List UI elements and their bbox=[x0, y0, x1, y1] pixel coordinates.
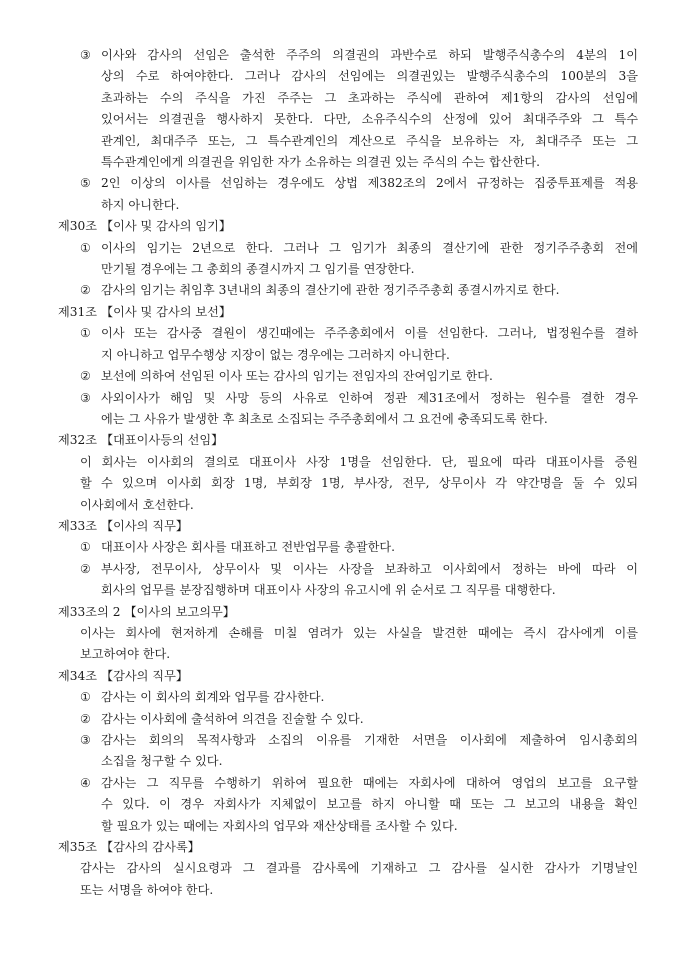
text-line: 사외이사가 해임 및 사망 등의 사유로 인하여 정관 제31조에서 정하는 원수를 결한 경우 bbox=[101, 390, 638, 405]
article-heading: 제33조의 2 【이사의 보고의무】 bbox=[58, 604, 235, 619]
text-line: 감사는 그 직무를 수행하기 위하여 필요한 때에는 자회사에 대하여 영업의 보고를 요구할 bbox=[101, 775, 638, 790]
clause-item bbox=[58, 730, 638, 773]
text-line: 감사는 감사의 실시요령과 그 결과를 감사록에 기재하고 그 감사를 실시한 감사가 기명날인 bbox=[80, 861, 638, 876]
clause-number: ② bbox=[80, 283, 91, 298]
text-line: 대표이사 사장은 회사를 대표하고 전반업무를 총괄한다. bbox=[101, 540, 396, 555]
clause-item bbox=[58, 173, 638, 216]
text-line: 수 있다. 이 경우 자회사가 지체없이 보고를 하지 아니할 때 또는 그 보고의 내용을 확인 bbox=[101, 797, 638, 812]
article-heading: 제32조 【대표이사등의 선임】 bbox=[58, 433, 224, 448]
article-paragraph bbox=[58, 858, 638, 901]
text-line: 이사는 회사에 현저하게 손해를 미칠 염려가 있는 사실을 발견한 때에는 즉시 감사에게 이를 bbox=[80, 625, 638, 640]
text-line: 지 아니하고 업무수행상 지장이 없는 경우에는 그러하지 아니한다. bbox=[101, 347, 450, 362]
clause-number: ③ bbox=[80, 390, 91, 405]
articles-body bbox=[58, 45, 638, 901]
clause-number: ③ bbox=[80, 733, 91, 747]
clause-item bbox=[58, 559, 638, 602]
clause-number: ① bbox=[80, 240, 91, 255]
text-line: 이 회사는 이사회의 결의로 대표이사 사장 1명을 선임한다. 단, 필요에 따라 대표이사를 증원 bbox=[80, 454, 638, 469]
text-line: 소집을 청구할 수 있다. bbox=[101, 754, 223, 769]
clause-item bbox=[58, 366, 638, 387]
text-line: 하지 아니한다. bbox=[101, 197, 180, 212]
text-line: 특수관계인에게 의결권을 위임한 자가 소유하는 의결권 있는 주식의 수는 합산한다. bbox=[101, 155, 541, 170]
text-line: 있어서는 의결권을 행사하지 못한다. 다만, 소유주식수의 산정에 있어 최대주주와 그 특수 bbox=[101, 112, 638, 127]
clause-item bbox=[58, 238, 638, 281]
clause-number: ① bbox=[80, 690, 91, 705]
text-line: 이사와 감사의 선임은 출석한 주주의 의결권의 과반수로 하되 발행주식총수의 4분의 1이 bbox=[101, 48, 638, 62]
article-paragraph bbox=[58, 623, 638, 666]
clause-item bbox=[58, 687, 638, 708]
text-line: 보고하여야 한다. bbox=[80, 647, 171, 662]
article-heading: 제34조 【감사의 직무】 bbox=[58, 668, 189, 683]
article-paragraph bbox=[58, 452, 638, 516]
text-line: 이사 또는 감사중 결원이 생긴때에는 주주총회에서 이를 선임한다. 그러나, 법정원수를 결하 bbox=[101, 326, 638, 341]
article-heading: 제31조 【이사 및 감사의 보선】 bbox=[58, 304, 232, 319]
text-line: 부사장, 전무이사, 상무이사 및 이사는 사장을 보좌하고 이사회에서 정하는 바에 따라 이 bbox=[101, 561, 638, 576]
text-line: 감사는 이 회사의 회계와 업무를 감사한다. bbox=[101, 690, 325, 705]
text-line: 만기될 경우에는 그 총회의 종결시까지 그 임기를 연장한다. bbox=[101, 262, 415, 277]
clause-item bbox=[58, 773, 638, 837]
text-line: 보선에 의하여 선임된 이사 또는 감사의 임기는 전임자의 잔여임기로 한다. bbox=[101, 369, 493, 384]
clause-number: ② bbox=[80, 711, 91, 726]
text-line: 감사는 회의의 목적사항과 소집의 이유를 기재한 서면을 이사회에 제출하여 임시총회의 bbox=[101, 733, 638, 747]
article-heading: 제33조 【이사의 직무】 bbox=[58, 518, 189, 533]
text-line: 할 수 있으며 이사회 회장 1명, 부회장 1명, 부사장, 전무, 상무이사 각 약간명을 둘 수 있되 bbox=[80, 476, 638, 491]
text-line: 회사의 업무를 분장집행하며 대표이사 사장의 유고시에 위 순서로 그 직무를 대행한다. bbox=[101, 583, 556, 598]
text-line: 또는 서명을 하여야 한다. bbox=[80, 882, 214, 897]
text-line: 관계인, 최대주주 또는, 그 특수관계인의 계산으로 주식을 보유하는 자, 최대주주 또는 그 bbox=[101, 133, 638, 148]
clause-item bbox=[58, 323, 638, 366]
clause-item bbox=[58, 709, 638, 730]
clause-item bbox=[58, 45, 638, 173]
clause-number: ② bbox=[80, 369, 91, 384]
clause-number: ① bbox=[80, 540, 91, 555]
text-line: 감사는 이사회에 출석하여 의견을 진술할 수 있다. bbox=[101, 711, 364, 726]
text-line: 감사의 임기는 취임후 3년내의 최종의 결산기에 관한 정기주주총회 종결시까지로 한다. bbox=[101, 283, 560, 298]
article-heading: 제30조 【이사 및 감사의 임기】 bbox=[58, 219, 232, 234]
text-line: 상의 수로 하여야한다. 그러나 감사의 선임에는 의결권있는 발행주식총수의 100분의 3을 bbox=[101, 69, 638, 84]
clause-number: ① bbox=[80, 326, 91, 341]
text-line: 에는 그 사유가 발생한 후 최초로 소집되는 주주총회에서 그 요건에 충족되도록 한다. bbox=[101, 411, 548, 426]
clause-item bbox=[58, 388, 638, 431]
text-line: 할 필요가 있는 때에는 자회사의 업무와 재산상태를 조사할 수 있다. bbox=[101, 818, 458, 833]
clause-number: ⑤ bbox=[80, 176, 91, 191]
clause-number: ④ bbox=[80, 775, 91, 790]
clause-item bbox=[58, 537, 638, 558]
clause-item bbox=[58, 280, 638, 301]
text-line: 초과하는 수의 주식을 가진 주주는 그 초과하는 주식에 관하여 제1항의 감사의 선임에 bbox=[101, 90, 638, 105]
clause-number: ② bbox=[80, 561, 91, 576]
text-line: 이사회에서 호선한다. bbox=[80, 497, 194, 512]
text-line: 이사의 임기는 2년으로 한다. 그러나 그 임기가 최종의 결산기에 관한 정기주주총회 전에 bbox=[101, 240, 638, 255]
text-line: 2인 이상의 이사를 선임하는 경우에도 상법 제382조의 2에서 규정하는 집중투표제를 적용 bbox=[101, 176, 638, 191]
article-heading: 제35조 【감사의 감사록】 bbox=[58, 840, 200, 855]
clause-number: ③ bbox=[80, 48, 91, 62]
